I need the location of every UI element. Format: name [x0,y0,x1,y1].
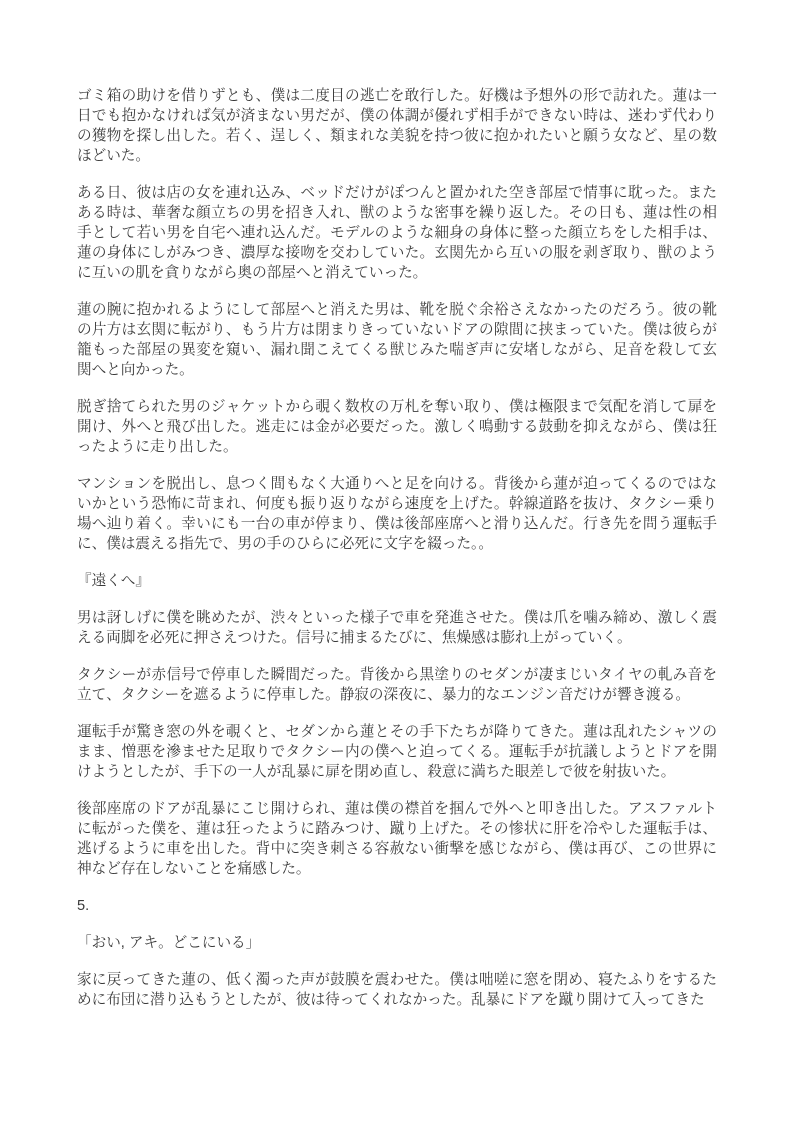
paragraph-sedan-blocks: タクシーが赤信号で停車した瞬間だった。背後から黒塗りのセダンが凄まじいタイヤの軋み音を立て、タクシーを遮るように停車した。静寂の深夜に、暴力的なエンジン音だけが響き渡る。 [77,667,717,703]
paragraph-ren-returns: 家に戻ってきた蓮の、低く濁った声が鼓膜を震わせた。僕は咄嗟に窓を閉め、寝たふりをするために布団に潜り込もうとしたが、彼は待ってくれなかった。乱暴にドアを蹴り開けて入ってきた [77,972,717,1008]
dialogue-destination: 『遠くへ』 [77,573,150,589]
paragraph-dragged-out: 後部座席のドアが乱暴にこじ開けられ、蓮は僕の襟首を掴んで外へと叩き出した。アスファルトに転がった僕を、蓮は狂ったように踏みつけ、蹴り上げた。その惨状に肝を冷やした運転手は、逃げるように車を出した。背中に突き刺さる容赦ない衝撃を感じながら、僕は再び、この世界に神など存在しないことを痛感した。 [77,801,717,877]
paragraph-ren-approaches: 運転手が驚き窓の外を覗くと、セダンから蓮とその手下たちが降りてきた。蓮は乱れたシャツのまま、憎悪を滲ませた足取りでタクシー内の僕へと迫ってくる。運転手が抗議しようとドアを開けようとしたが、手下の一人が乱暴に扉を閉め直し、殺意に満ちた眼差しで彼を射抜いた。 [77,724,717,780]
paragraph-shoes-genkan: 蓮の腕に抱かれるようにして部屋へと消えた男は、靴を脱ぐ余裕さえなかったのだろう。彼の靴の片方は玄関に転がり、もう片方は閉まりきっていないドアの隙間に挟まっていた。僕は彼らが籠もった部屋の異変を窺い、漏れ聞こえてくる獣じみた喘ぎ声に安堵しながら、足音を殺して玄関へと向かった。 [77,302,717,378]
paragraph-stealing-money: 脱ぎ捨てられた男のジャケットから覗く数枚の万札を奪い取り、僕は極限まで気配を消して扉を開け、外へと飛び出した。逃走には金が必要だった。激しく鳴動する鼓動を抑えながら、僕は狂ったように走り出した。 [77,399,717,455]
dialogue-where-are-you: 「おい, アキ。どこにいる」 [77,935,261,951]
section-number: 5. [77,898,90,914]
paragraph-escape-attempt: ゴミ箱の助けを借りずとも、僕は二度目の逃亡を敢行した。好機は予想外の形で訪れた。蓮は一日でも抱かなければ気が済まない男だが、僕の体調が優れず相手ができない時は、迷わず代わりの獲物を探し出した。若く、逞しく、類まれな美貌を持つ彼に抱かれたいと願う女など、星の数ほどいた。 [77,88,717,164]
paragraph-taxi-escape: マンションを脱出し、息つく間もなく大通りへと足を向ける。背後から蓮が迫ってくるのではないかという恐怖に苛まれ、何度も振り返りながら速度を上げた。幹線道路を抜け、タクシー乗り場へ辿り着く。幸いにも一台の車が停まり、僕は後部座席へと滑り込んだ。行き先を問う運転手に、僕は震える指先で、男の手のひらに必死に文字を綴った。。 [77,476,717,552]
paragraph-driver-departs: 男は訝しげに僕を眺めたが、渋々といった様子で車を発進させた。僕は爪を噛み締め、激しく震える両脚を必死に押さえつけた。信号に捕まるたびに、焦燥感は膨れ上がっていく。 [77,610,717,646]
paragraph-affairs: ある日、彼は店の女を連れ込み、ベッドだけがぽつんと置かれた空き部屋で情事に耽った。またある時は、華奢な顔立ちの男を招き入れ、獣のような密事を繰り返した。その日も、蓮は性の相手として若い男を自宅へ連れ込んだ。モデルのような細身の身体に整った顔立ちをした相手は、蓮の身体にしがみつき、濃厚な接吻を交わしていた。玄関先から互いの服を剥ぎ取り、獣のように互いの肌を貪りながら奥の部屋へと消えていった。 [77,185,717,281]
